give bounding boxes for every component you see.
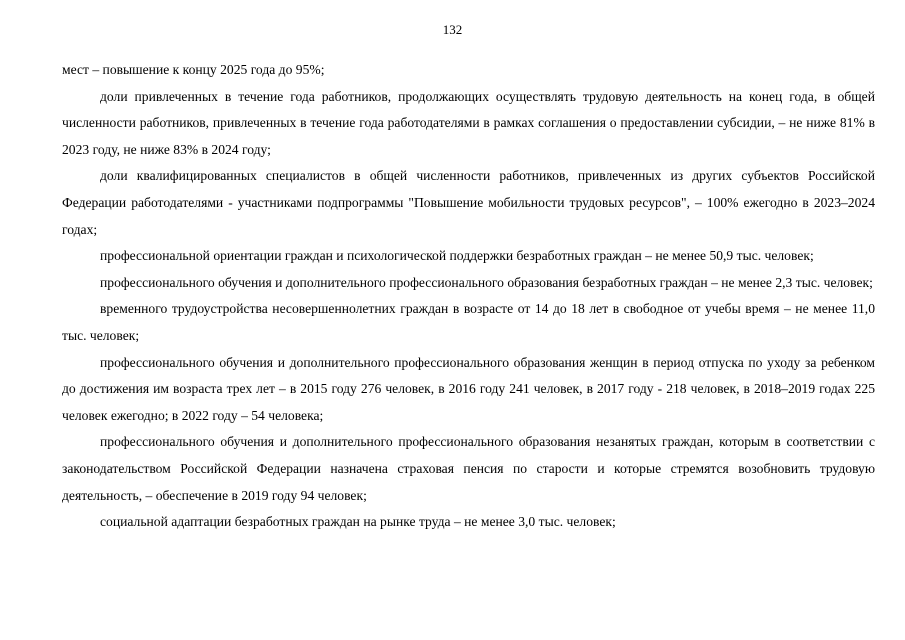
paragraph-minors-employment: временного трудоустройства несовершеннолетних граждан в возрасте от 14 до 18 лет в свободное от учебы время – не менее 11,0 тыс. человек; (62, 301, 875, 343)
paragraph-pensioners-training: профессионального обучения и дополнительного профессионального образования незанятых граждан, которым в соответствии с законодательством Российской Федерации назначена страховая пенсия по старости и которые стремятся возобновить трудовую деятельность, – обеспечение в 2019 году 94 человек; (62, 434, 875, 503)
paragraph-qualified-specialists-share: доли квалифицированных специалистов в общей численности работников, привлеченных из других субъектов Российской Федерации работодателями - участниками подпрограммы "Повышение мобильности трудовых ресурсов", – 100% ежегодно в 2023–2024 годах; (62, 168, 875, 237)
page-number: 132 (442, 22, 463, 37)
paragraph-career-guidance: профессиональной ориентации граждан и психологической поддержки безработных граждан – не менее 50,9 тыс. человек; (100, 248, 814, 264)
paragraph-women-parental-leave-training: профессионального обучения и дополнительного профессионального образования женщин в период отпуска по уходу за ребенком до достижения им возраста трех лет – в 2015 году 276 человек, в 2016 году 241 человек, в 2017 году - 218 человек, в 2018–2019 годах 225 человек ежегодно; в 2022 году – 54 человека; (62, 354, 875, 423)
paragraph-continuation: мест – повышение к концу 2025 года до 95%; (62, 62, 325, 77)
paragraph-unemployed-training: профессионального обучения и дополнительного профессионального образования безработных граждан – не менее 2,3 тыс. человек; (100, 274, 873, 290)
paragraph-retained-workers-share: доли привлеченных в течение года работников, продолжающих осуществлять трудовую деятельность на конец года, в общей численности работников, привлеченных в течение года работодателями в рамках соглашения о предоставлении субсидии, – не ниже 81% в 2023 году, не ниже 83% в 2024 году; (62, 88, 875, 157)
document-body (62, 57, 875, 536)
paragraph-social-adaptation: социальной адаптации безработных граждан на рынке труда – не менее 3,0 тыс. человек; (100, 514, 616, 530)
